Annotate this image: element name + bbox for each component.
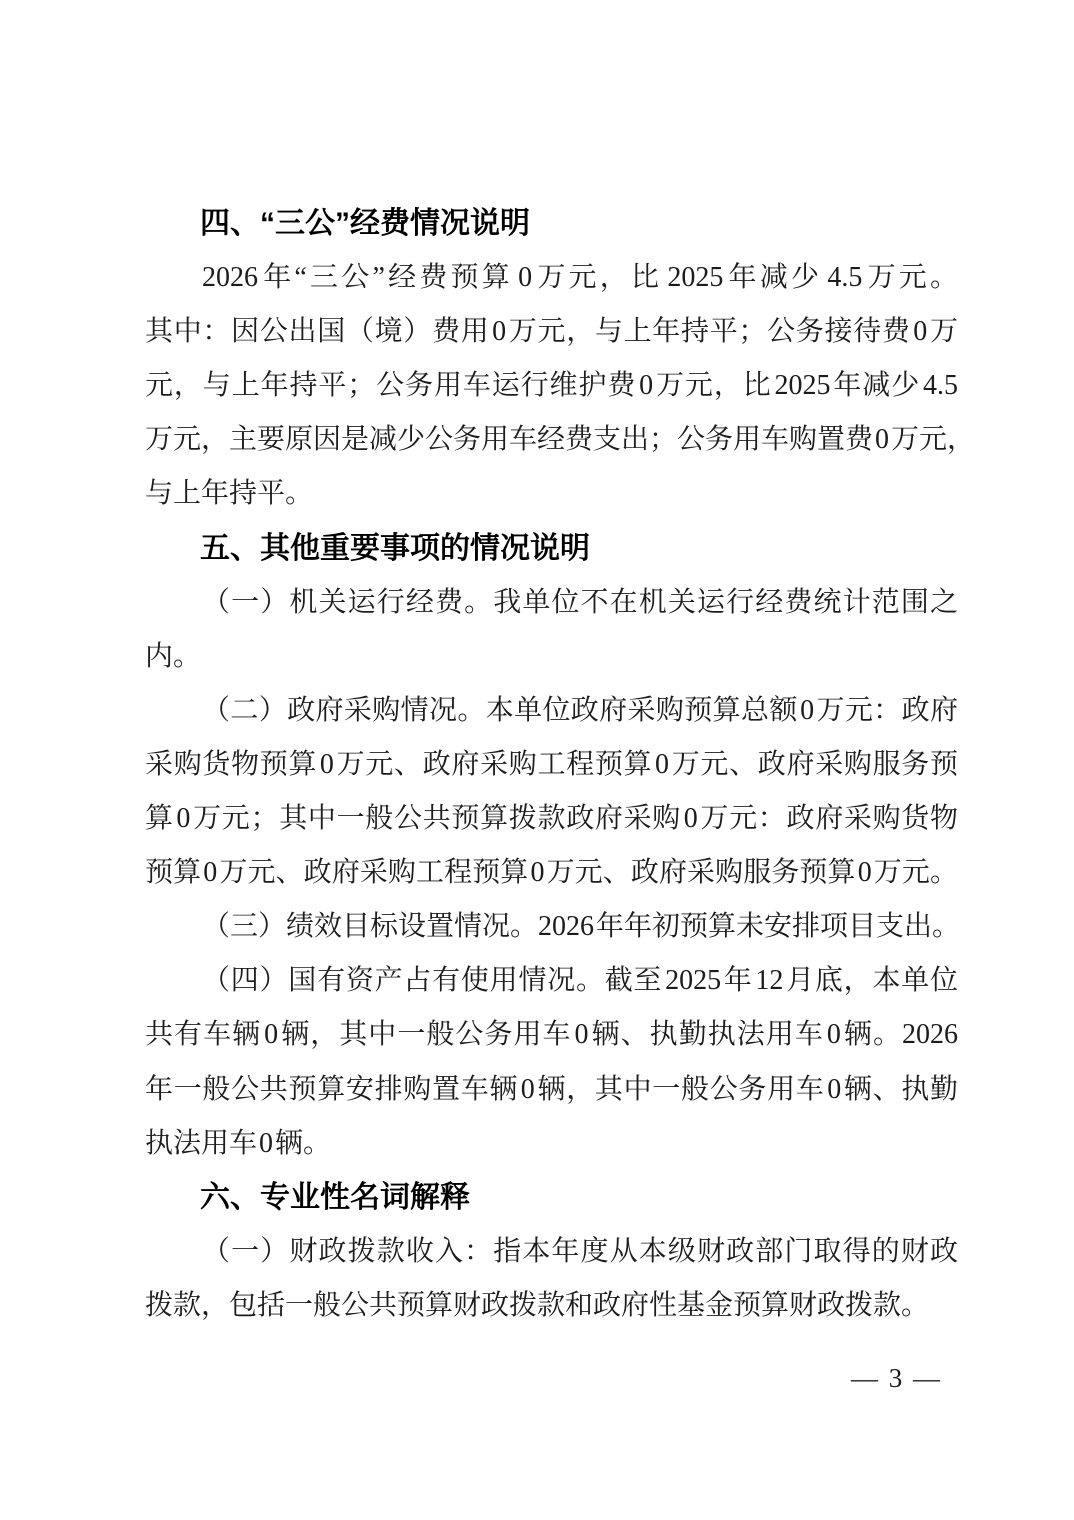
text-line: （二）政府采购情况。本单位政府采购预算总额 0 万元：政府 (202, 694, 958, 726)
text-line: 采购货物预算 0 万元、政府采购工程预算 0 万元、政府采购服务预 (145, 748, 958, 780)
text-line: 元，与上年持平；公务用车运行维护费 0 万元，比 2025 年减少 4.5 (145, 370, 958, 402)
text-line: 预算 0 万元、政府采购工程预算 0 万元、政府采购服务预算 0 万元。 (145, 857, 958, 889)
text-line: 2026 年“三公”经费预算 0 万元，比 2025 年减少 4.5 万元。 (202, 262, 958, 294)
section-six-heading: 六、专业性名词解释 (200, 1180, 470, 1214)
text-line: 执法用车 0 辆。 (145, 1127, 332, 1159)
text-line: （四）国有资产占有使用情况。截至 2025 年 12 月底，本单位 (202, 965, 958, 997)
text-line: 拨款，包括一般公共预算财政拨款和政府性基金预算财政拨款。 (145, 1289, 930, 1321)
text-line: 算 0 万元；其中一般公共预算拨款政府采购 0 万元：政府采购货物 (145, 803, 958, 835)
text-line: 共有车辆 0 辆，其中一般公务用车 0 辆、执勤执法用车 0 辆。2026 (145, 1019, 958, 1051)
text-line: 其中：因公出国（境）费用 0 万元，与上年持平；公务接待费 0 万 (145, 316, 958, 348)
text-line: 万元，主要原因是减少公务用车经费支出；公务用车购置费 0 万元， (145, 424, 976, 456)
document-body (145, 197, 976, 1333)
section-five-heading: 五、其他重要事项的情况说明 (200, 531, 590, 565)
text-line: （一）机关运行经费。我单位不在机关运行经费统计范围之 (202, 586, 958, 618)
text-line: （一）财政拨款收入：指本年度从本级财政部门取得的财政 (202, 1235, 958, 1267)
text-line: 内。 (145, 640, 202, 672)
section-four-heading: 四、“三公”经费情况说明 (200, 207, 530, 240)
text-line: （三）绩效目标设置情况。2026 年年初预算未安排项目支出。 (202, 911, 961, 943)
text-line: 年一般公共预算安排购置车辆 0 辆，其中一般公务用车 0 辆、执勤 (145, 1073, 958, 1105)
page-number: — 3 — (851, 1363, 942, 1393)
text-line: 与上年持平。 (145, 478, 314, 510)
